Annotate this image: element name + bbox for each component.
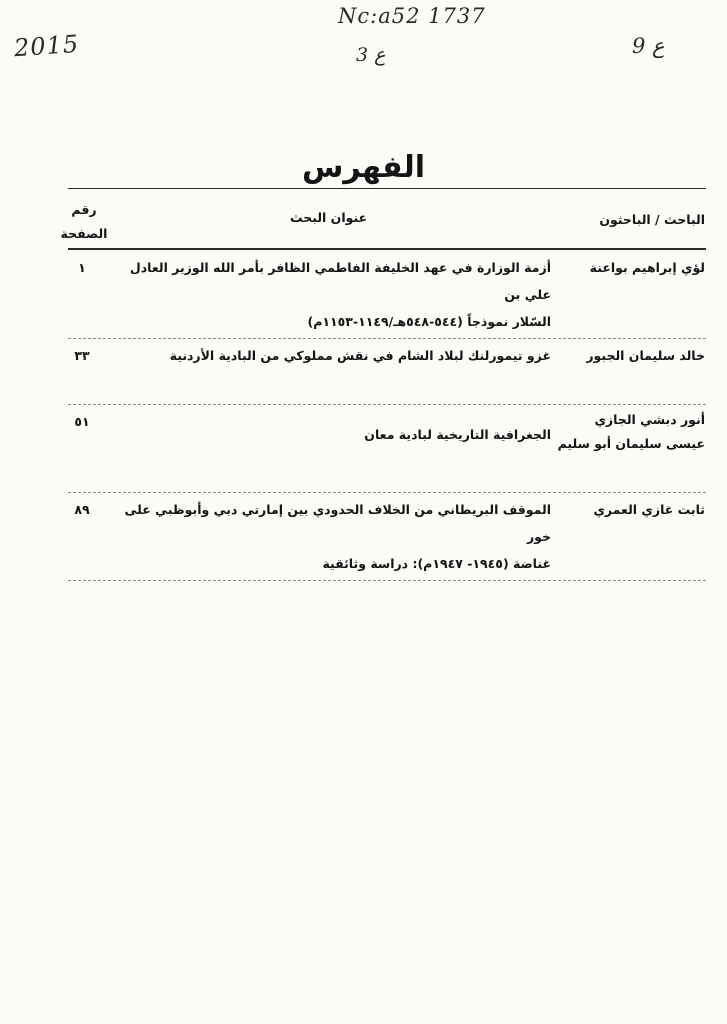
entry-4-author: ثابت غازي العمري [593,502,705,517]
handwritten-issue: ع 9 [632,34,665,58]
entry-1-title-line1: أزمة الوزارة في عهد الخليفة الفاطمي الظافر بأمر الله الوزير العادل علي بن [129,260,551,302]
header-title: عنوان البحث [290,210,368,225]
entry-3-authors [555,408,705,456]
entry-1-author: لؤي إبراهيم بواعنة [589,260,705,275]
header-author: الباحث / الباحثون [599,212,705,227]
entry-2-page: ٣٣ [74,348,90,363]
entry-3-author-1: أنور دبشي الجازي [594,412,705,427]
handwritten-year: 2015 [13,29,80,63]
entry-2-title: غزو تيمورلنك لبلاد الشام في نقش مملوكي من البادية الأردنية [169,348,551,363]
row-divider [68,580,706,581]
header-page-line2: الصفحة [60,226,108,241]
row-divider [68,404,706,405]
entry-4-title-line2: غناضة (١٩٤٥- ١٩٤٧م): دراسة وثائقية [322,556,551,571]
entry-3-title: الجغرافية التاريخية لبادية معان [364,427,551,442]
entry-1-page: ١ [78,260,86,275]
header-top-rule [68,188,706,189]
handwritten-volume: 3 ع [356,44,386,66]
entry-1-title [116,254,551,335]
entry-4-page: ٨٩ [74,502,90,517]
entry-1-title-line2: السّلار نموذجاً (٥٤٤-٥٤٨هـ/١١٤٩-١١٥٣م) [307,314,551,329]
handwritten-call-number: Nc:a52 1737 [338,4,486,28]
entry-4-title [116,496,551,577]
entry-3-page: ٥١ [74,414,90,429]
header-page-line1: رقم [71,202,97,217]
header-bottom-rule [68,248,706,250]
row-divider [68,492,706,493]
row-divider [68,338,706,339]
entry-2-author: خالد سليمان الجبور [586,348,705,363]
header-page-number [56,198,112,246]
entry-4-title-line1: الموقف البريطاني من الخلاف الحدودي بين إمارتي دبي وأبوظبي على خور [124,502,551,544]
entry-3-author-2: عيسى سليمان أبو سليم [557,436,705,451]
page-title: الفهرس [301,150,425,185]
